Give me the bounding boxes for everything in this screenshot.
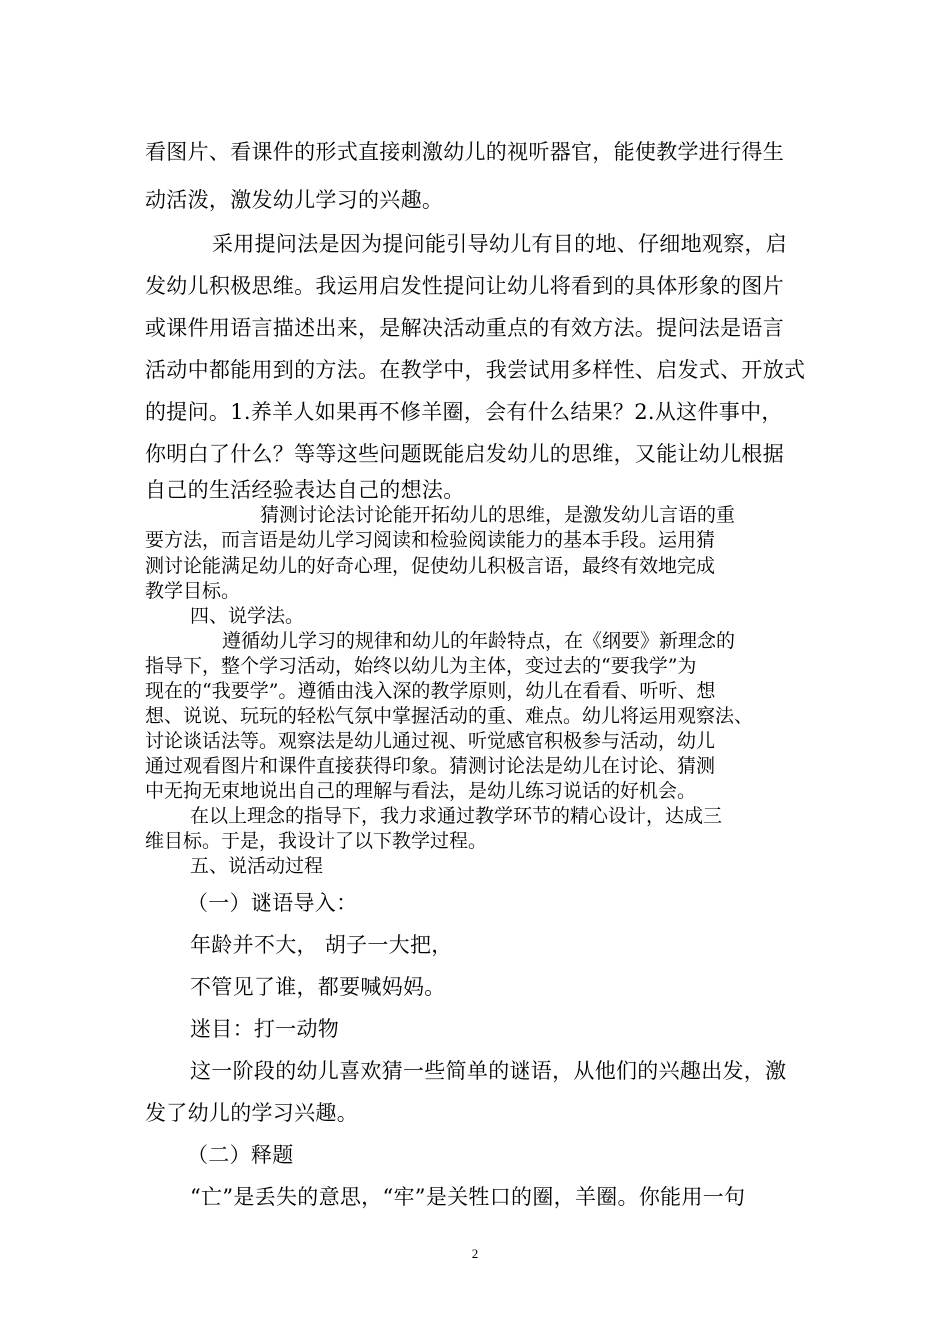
page-number: 2 <box>471 1246 479 1261</box>
subsection-heading: （二）释题 <box>187 1143 294 1167</box>
riddle-line: 不管见了谁，都要喊妈妈。 <box>190 975 446 999</box>
body-text-line: 维目标。于是，我设计了以下教学过程。 <box>145 830 488 852</box>
section-heading: 五、说活动过程 <box>190 855 324 877</box>
body-text-line: 讨论谈话法等。观察法是幼儿通过视、听觉感官积极参与活动，幼儿 <box>145 730 716 752</box>
riddle-hint: 迷目：打一动物 <box>190 1017 340 1041</box>
body-text-line: 遵循幼儿学习的规律和幼儿的年龄特点，在《纲要》新理念的 <box>222 630 736 652</box>
body-text-line: 你明白了什么？等等这些问题既能启发幼儿的思维，又能让幼儿根据 <box>145 442 784 466</box>
body-text-line: 发了幼儿的学习兴趣。 <box>145 1101 358 1125</box>
subsection-heading: （一）谜语导入： <box>187 891 358 915</box>
body-text-line: 看图片、看课件的形式直接刺激幼儿的视听器官，能使教学进行得生 <box>145 140 784 164</box>
body-text-line: 想、说说、玩玩的轻松气氛中掌握活动的重、难点。幼儿将运用观察法、 <box>145 705 754 727</box>
body-text-line: 自己的生活经验表达自己的想法。 <box>145 478 465 502</box>
body-text-line: 现在的“我要学”。遵循由浅入深的教学原则，幼儿在看看、听听、想 <box>145 680 716 702</box>
body-text-line: 指导下，整个学习活动，始终以幼儿为主体，变过去的“要我学”为 <box>145 655 697 677</box>
body-text-line: 要方法，而言语是幼儿学习阅读和检验阅读能力的基本手段。运用猜 <box>145 529 716 551</box>
riddle-line: 年龄并不大， 胡子一大把， <box>190 933 453 957</box>
body-text-line: “亡”是丢失的意思，“牢”是关牲口的圈，羊圈。你能用一句 <box>190 1185 746 1209</box>
body-text-line: 通过观看图片和课件直接获得印象。猜测讨论法是幼儿在讨论、猜测 <box>145 755 716 777</box>
body-text-line: 这一阶段的幼儿喜欢猜一些简单的谜语，从他们的兴趣出发，激 <box>190 1059 787 1083</box>
body-text-line: 中无拘无束地说出自己的理解与看法，是幼儿练习说话的好机会。 <box>145 780 697 802</box>
body-text-line: 教学目标。 <box>145 580 241 602</box>
body-text-line: 活动中都能用到的方法。在教学中，我尝试用多样性、启发式、开放式 <box>145 358 806 382</box>
body-text-line: 在以上理念的指导下，我力求通过教学环节的精心设计，达成三 <box>190 805 723 827</box>
body-text-line: 测讨论能满足幼儿的好奇心理，促使幼儿积极言语，最终有效地完成 <box>145 555 716 577</box>
body-text-line: 的提问。1.养羊人如果再不修羊圈，会有什么结果？2.从这件事中， <box>145 400 783 424</box>
body-text-line: 或课件用语言描述出来，是解决活动重点的有效方法。提问法是语言 <box>145 316 784 340</box>
body-text-line: 动活泼，激发幼儿学习的兴趣。 <box>145 188 444 212</box>
body-text-line: 采用提问法是因为提问能引导幼儿有目的地、仔细地观察，启 <box>212 232 788 256</box>
body-text-line: 猜测讨论法讨论能开拓幼儿的思维，是激发幼儿言语的重 <box>260 504 736 526</box>
section-heading: 四、说学法。 <box>190 605 305 627</box>
body-text-line: 发幼儿积极思维。我运用启发性提问让幼儿将看到的具体形象的图片 <box>145 274 784 298</box>
